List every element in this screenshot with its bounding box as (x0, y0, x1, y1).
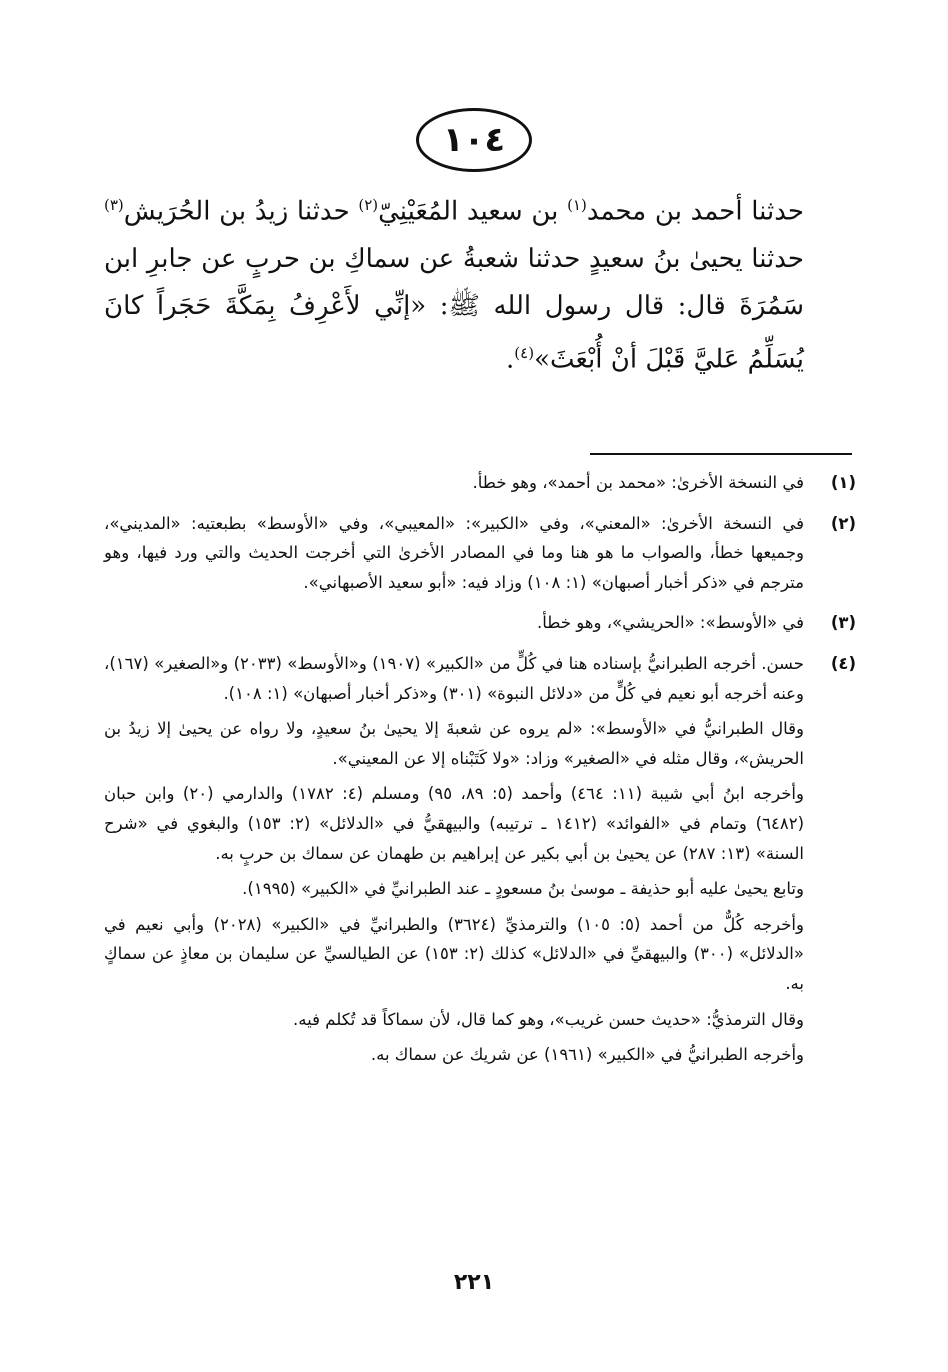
footnote-number: (٢) (830, 513, 856, 533)
footnote-divider (590, 453, 852, 455)
footnote-paragraph: وقال الترمذيُّ: «حديث حسن غريب»، وهو كما قال، لأن سماكاً قد تُكلم فيه. (293, 1009, 804, 1029)
footnote-paragraph: وأخرجه كُلٌّ من أحمد (٥: ١٠٥) والترمذيِّ (٣٦٢٤) والطبرانيِّ في «الكبير» (٢٠٢٨) وأبي نعيم في «الدلائل» (٣٠٠) والبيهقيِّ في «الدلائل» كذلك (٢: ١٥٣) عن الطيالسيِّ عن سليمان بن معاذٍ عن سماكٍ به. (104, 914, 804, 993)
footnote-body (104, 468, 804, 504)
hadith-number-badge (416, 108, 532, 172)
footnote-3 (104, 608, 856, 644)
footnote-body (104, 649, 804, 1076)
footnote-body (104, 509, 804, 604)
footnote-paragraph: وأخرجه ابنُ أبي شيبة (١١: ٤٦٤) وأحمد (٥: ٨٩، ٩٥) ومسلم (٤: ١٧٨٢) والدارمي (٢٠) وابن حبان (٦٤٨٢) وتمام في «الفوائد» (١٤١٢ ـ ترتيبه) والبيهقيُّ في «الدلائل» (٢: ١٥٣) والبغوي في «شرح السنة» (١٣: ٢٨٧) عن يحيىٰ بن أبي بكير عن إبراهيم بن طهمان عن سماك بن حربٍ به. (104, 784, 804, 863)
footnote-paragraph: وقال الطبرانيُّ في «الأوسط»: «لم يروه عن شعبةَ إلا يحيىٰ بنُ سعيدٍ، ولا رواه عن يحيىٰ إلا زيدُ بن الحريش»، وقال مثله في «الصغير» وزاد: «ولا كَتَبْناه إلا عن المعيني». (104, 719, 804, 768)
footnote-number: (١) (830, 473, 856, 492)
footnote-2 (104, 509, 856, 604)
footnote-paragraph: في النسخة الأخرىٰ: «محمد بن أحمد»، وهو خطأ. (472, 473, 804, 492)
footnote-marker-3: (٣) (104, 196, 124, 214)
footnote-marker-1: (١) (567, 196, 587, 214)
footnote-paragraph: وأخرجه الطبرانيُّ في «الكبير» (١٩٦١) عن شريك عن سماك به. (370, 1045, 804, 1065)
footnote-paragraph: في النسخة الأخرىٰ: «المعني»، وفي «الكبير»: «المعيبي»، وفي «الأوسط» بطبعتيه: «المديني»، وجميعها خطأ، والصواب ما هو هنا وما في المصادر الأخرىٰ التي أخرجت الحديث والتي ورد فيها، وهو مترجم في «ذكر أخبار أصبهان» (١: ١٠٨) وزاد فيه: «أبو سعيد الأصبهاني». (104, 513, 804, 592)
page-number: ٢٢١ (453, 1270, 495, 1295)
footnote-marker-4: (٤) (514, 343, 535, 362)
hadith-text-segment: حدثنا زيدُ بن الحُرَيش (123, 196, 359, 227)
footnote-paragraph: وتابع يحيىٰ عليه أبو حذيفة ـ موسىٰ بنُ مسعودٍ ـ عند الطبرانيِّ في «الكبير» (١٩٩٥). (242, 879, 804, 899)
footnote-number: (٤) (830, 653, 856, 673)
hadith-text-segment: حدثنا يحيىٰ بنُ سعيدٍ حدثنا شعبةُ عن سماكِ بن حربٍ عن جابرِ ابن سَمُرَةَ قال: قال رسول الله ﷺ: «إنِّي لأَعْرِفُ بِمَكَّةَ حَجَراً كانَ يُسَلِّمُ عَليَّ قَبْلَ أنْ أُبْعَثَ» (104, 243, 804, 375)
footnote-body (104, 608, 804, 644)
footnote-1 (104, 468, 856, 504)
footnote-number: (٣) (830, 613, 856, 633)
footnotes (104, 468, 856, 1298)
footnote-paragraph: حسن. أخرجه الطبرانيُّ بإسناده هنا في كُلٍّ من «الكبير» (١٩٠٧) و«الأوسط» (٢٠٣٣) و«الصغير» (١٦٧)، وعنه أخرجه أبو نعيم في كُلٍّ من «دلائل النبوة» (٣٠١) و«ذكر أخبار أصبهان» (١: ١٠٨). (104, 653, 804, 703)
footnote-4 (104, 649, 856, 1076)
hadith-number: ١٠٤ (442, 120, 506, 160)
hadith-text (104, 182, 804, 383)
hadith-paragraph (104, 182, 804, 383)
hadith-text-segment: حدثنا أحمد بن محمد (586, 196, 804, 227)
footnote-marker-2: (٢) (358, 196, 379, 214)
footnote-paragraph: في «الأوسط»: «الحريشي»، وهو خطأ. (537, 613, 804, 633)
hadith-text-segment: بن سعيد المُعَيْنِيّ (378, 196, 568, 227)
hadith-text-segment: . (506, 344, 515, 375)
